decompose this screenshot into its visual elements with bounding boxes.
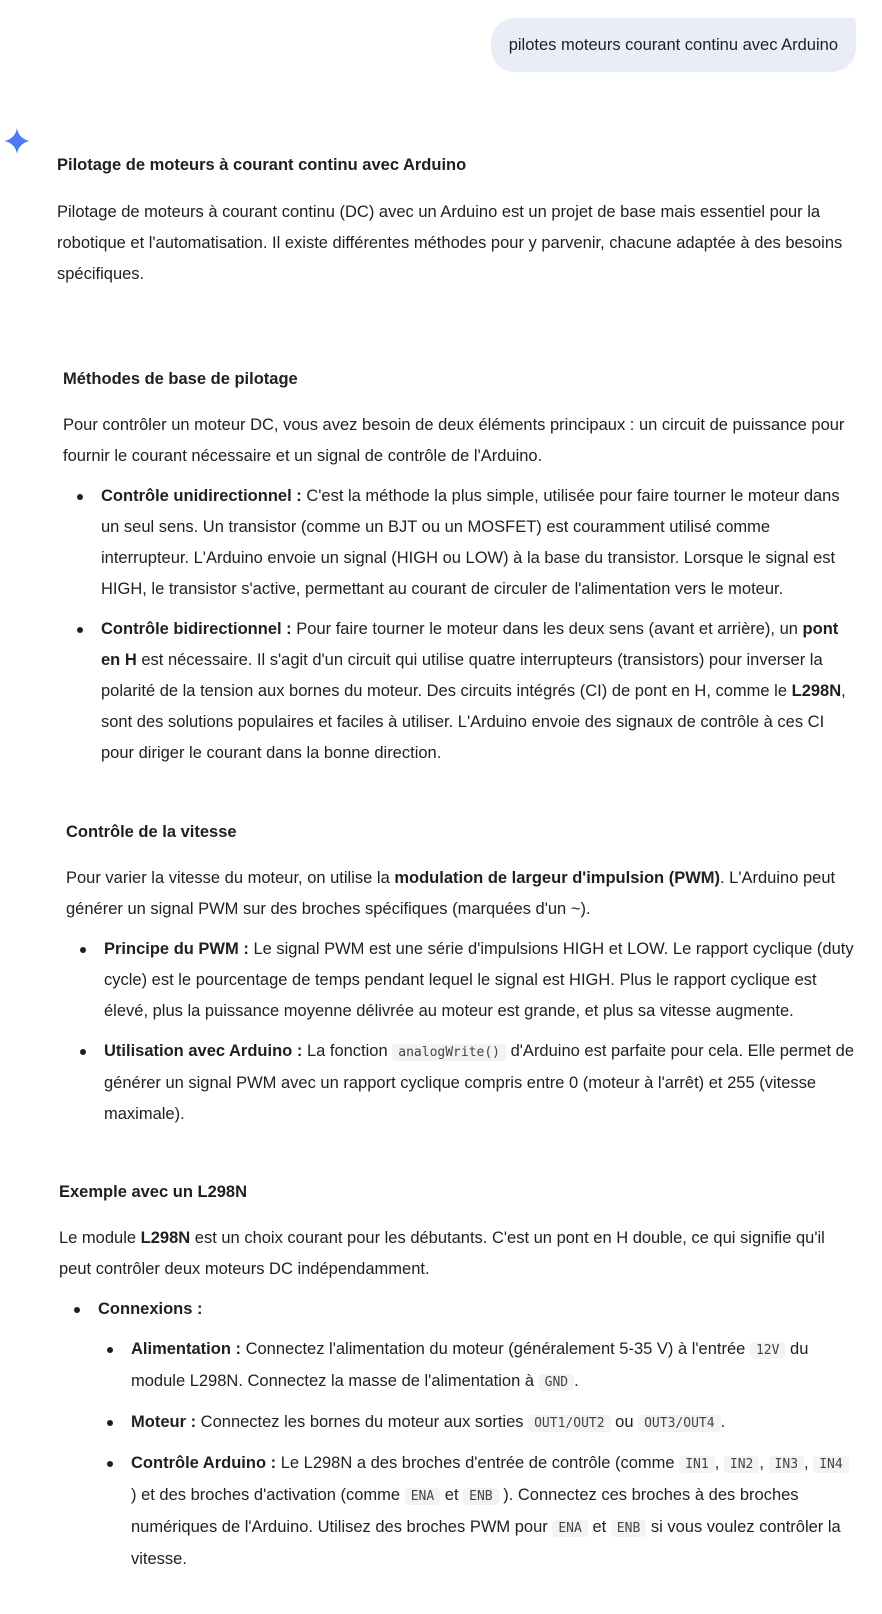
list-item-pwm: Principe du PWM : Le signal PWM est une série d'impulsions HIGH et LOW. Le rapport cyclique (duty cycle) est le pourcentage de temps pendant lequel le signal est HIGH. Plus le rapport cyclique est élevé, plus la puissance moyenne délivrée au moteur est grande, et plus sa vitesse augmente. bbox=[104, 934, 858, 1027]
section-methodes bbox=[63, 364, 858, 769]
user-prompt-bubble: pilotes moteurs courant continu avec Arduino bbox=[491, 18, 856, 72]
list-item-controle-arduino: Contrôle Arduino : Le L298N a des broches d'entrée de contrôle (comme IN1 , IN2 , IN3 , IN4 ) et des broches d'activation (comme ENA et ENB ). Connectez ces broches à des broches numériques de l'Arduino. Utilisez des broches PWM pour ENA et ENB si vous voulez contrôler la vitesse. bbox=[131, 1448, 858, 1575]
response-intro: Pilotage de moteurs à courant continu (DC) avec un Arduino est un projet de base mais essentiel pour la robotique et l'automatisation. Il existe différentes méthodes pour y parvenir, chacune adaptée à des besoins spécifiques. bbox=[57, 203, 843, 283]
section-vitesse bbox=[66, 817, 858, 1130]
list-item-alimentation: Alimentation : Connectez l'alimentation du moteur (généralement 5-35 V) à l'entrée 12V du module L298N. Connectez la masse de l'alimentation à GND . bbox=[131, 1334, 858, 1398]
code-analogwrite: analogWrite() bbox=[392, 1044, 506, 1061]
section-intro: Pour contrôler un moteur DC, vous avez besoin de deux éléments principaux : un circuit de puissance pour fournir le courant nécessaire et un signal de contrôle de l'Arduino. bbox=[63, 416, 845, 465]
section-l298n bbox=[59, 1177, 858, 1575]
list-item-connexions: Connexions : Alimentation : Connectez l'alimentation du moteur (généralement 5-35 V) à l'entrée 12V du module L298N. Connectez la masse de l'alimentation à GND . Moteur : Connectez les bornes du moteur aux sorties OUT1/OUT2 ou OUT3/OUT4 . Contrôle Arduino : Le L298N a des broches d'entrée de contrôle (comme IN1 , IN2 , IN3 , IN4 ) et des broches d'activation (comme ENA et ENB ). Connectez ces broches à des broches numériques de l'Arduino. Utilisez des broches PWM pour ENA et ENB si vous voulez contrôler la vitesse. bbox=[98, 1294, 858, 1575]
section-intro: Pour varier la vitesse du moteur, on utilise la modulation de largeur d'impulsion (PWM). L'Arduino peut générer un signal PWM sur des broches spécifiques (marquées d'un ~). bbox=[66, 869, 836, 918]
section-heading: Exemple avec un L298N bbox=[59, 1183, 248, 1201]
gemini-sparkle-icon bbox=[4, 128, 30, 154]
list-item-arduino: Utilisation avec Arduino : La fonction analogWrite() d'Arduino est parfaite pour cela. Elle permet de générer un signal PWM avec un rapport cyclique compris entre 0 (moteur à l'arrêt) et 255 (vitesse maximale). bbox=[104, 1036, 858, 1130]
response-title: Pilotage de moteurs à courant continu avec Arduino bbox=[57, 156, 467, 174]
list-item-moteur: Moteur : Connectez les bornes du moteur aux sorties OUT1/OUT2 ou OUT3/OUT4 . bbox=[131, 1407, 858, 1439]
section-heading: Contrôle de la vitesse bbox=[66, 823, 237, 841]
list-item-unidirectionnel: Contrôle unidirectionnel : C'est la méthode la plus simple, utilisée pour faire tourner le moteur dans un seul sens. Un transistor (comme un BJT ou un MOSFET) est couramment utilisé comme interrupteur. L'Arduino envoie un signal (HIGH ou LOW) à la base du transistor. Lorsque le signal est HIGH, le transistor s'active, permettant au courant de circuler de l'alimentation vers le moteur. bbox=[101, 481, 858, 605]
section-intro: Le module L298N est un choix courant pour les débutants. C'est un pont en H double, ce qui signifie qu'il peut contrôler deux moteurs DC indépendamment. bbox=[59, 1229, 825, 1278]
section-heading: Méthodes de base de pilotage bbox=[63, 370, 298, 388]
list-item-bidirectionnel: Contrôle bidirectionnel : Pour faire tourner le moteur dans les deux sens (avant et arrière), un pont en H est nécessaire. Il s'agit d'un circuit qui utilise quatre interrupteurs (transistors) pour inverser la polarité de la tension aux bornes du moteur. Des circuits intégrés (CI) de pont en H, comme le L298N, sont des solutions populaires et faciles à utiliser. L'Arduino envoie des signaux de contrôle à ces CI pour diriger le courant dans la bonne direction. bbox=[101, 614, 858, 769]
